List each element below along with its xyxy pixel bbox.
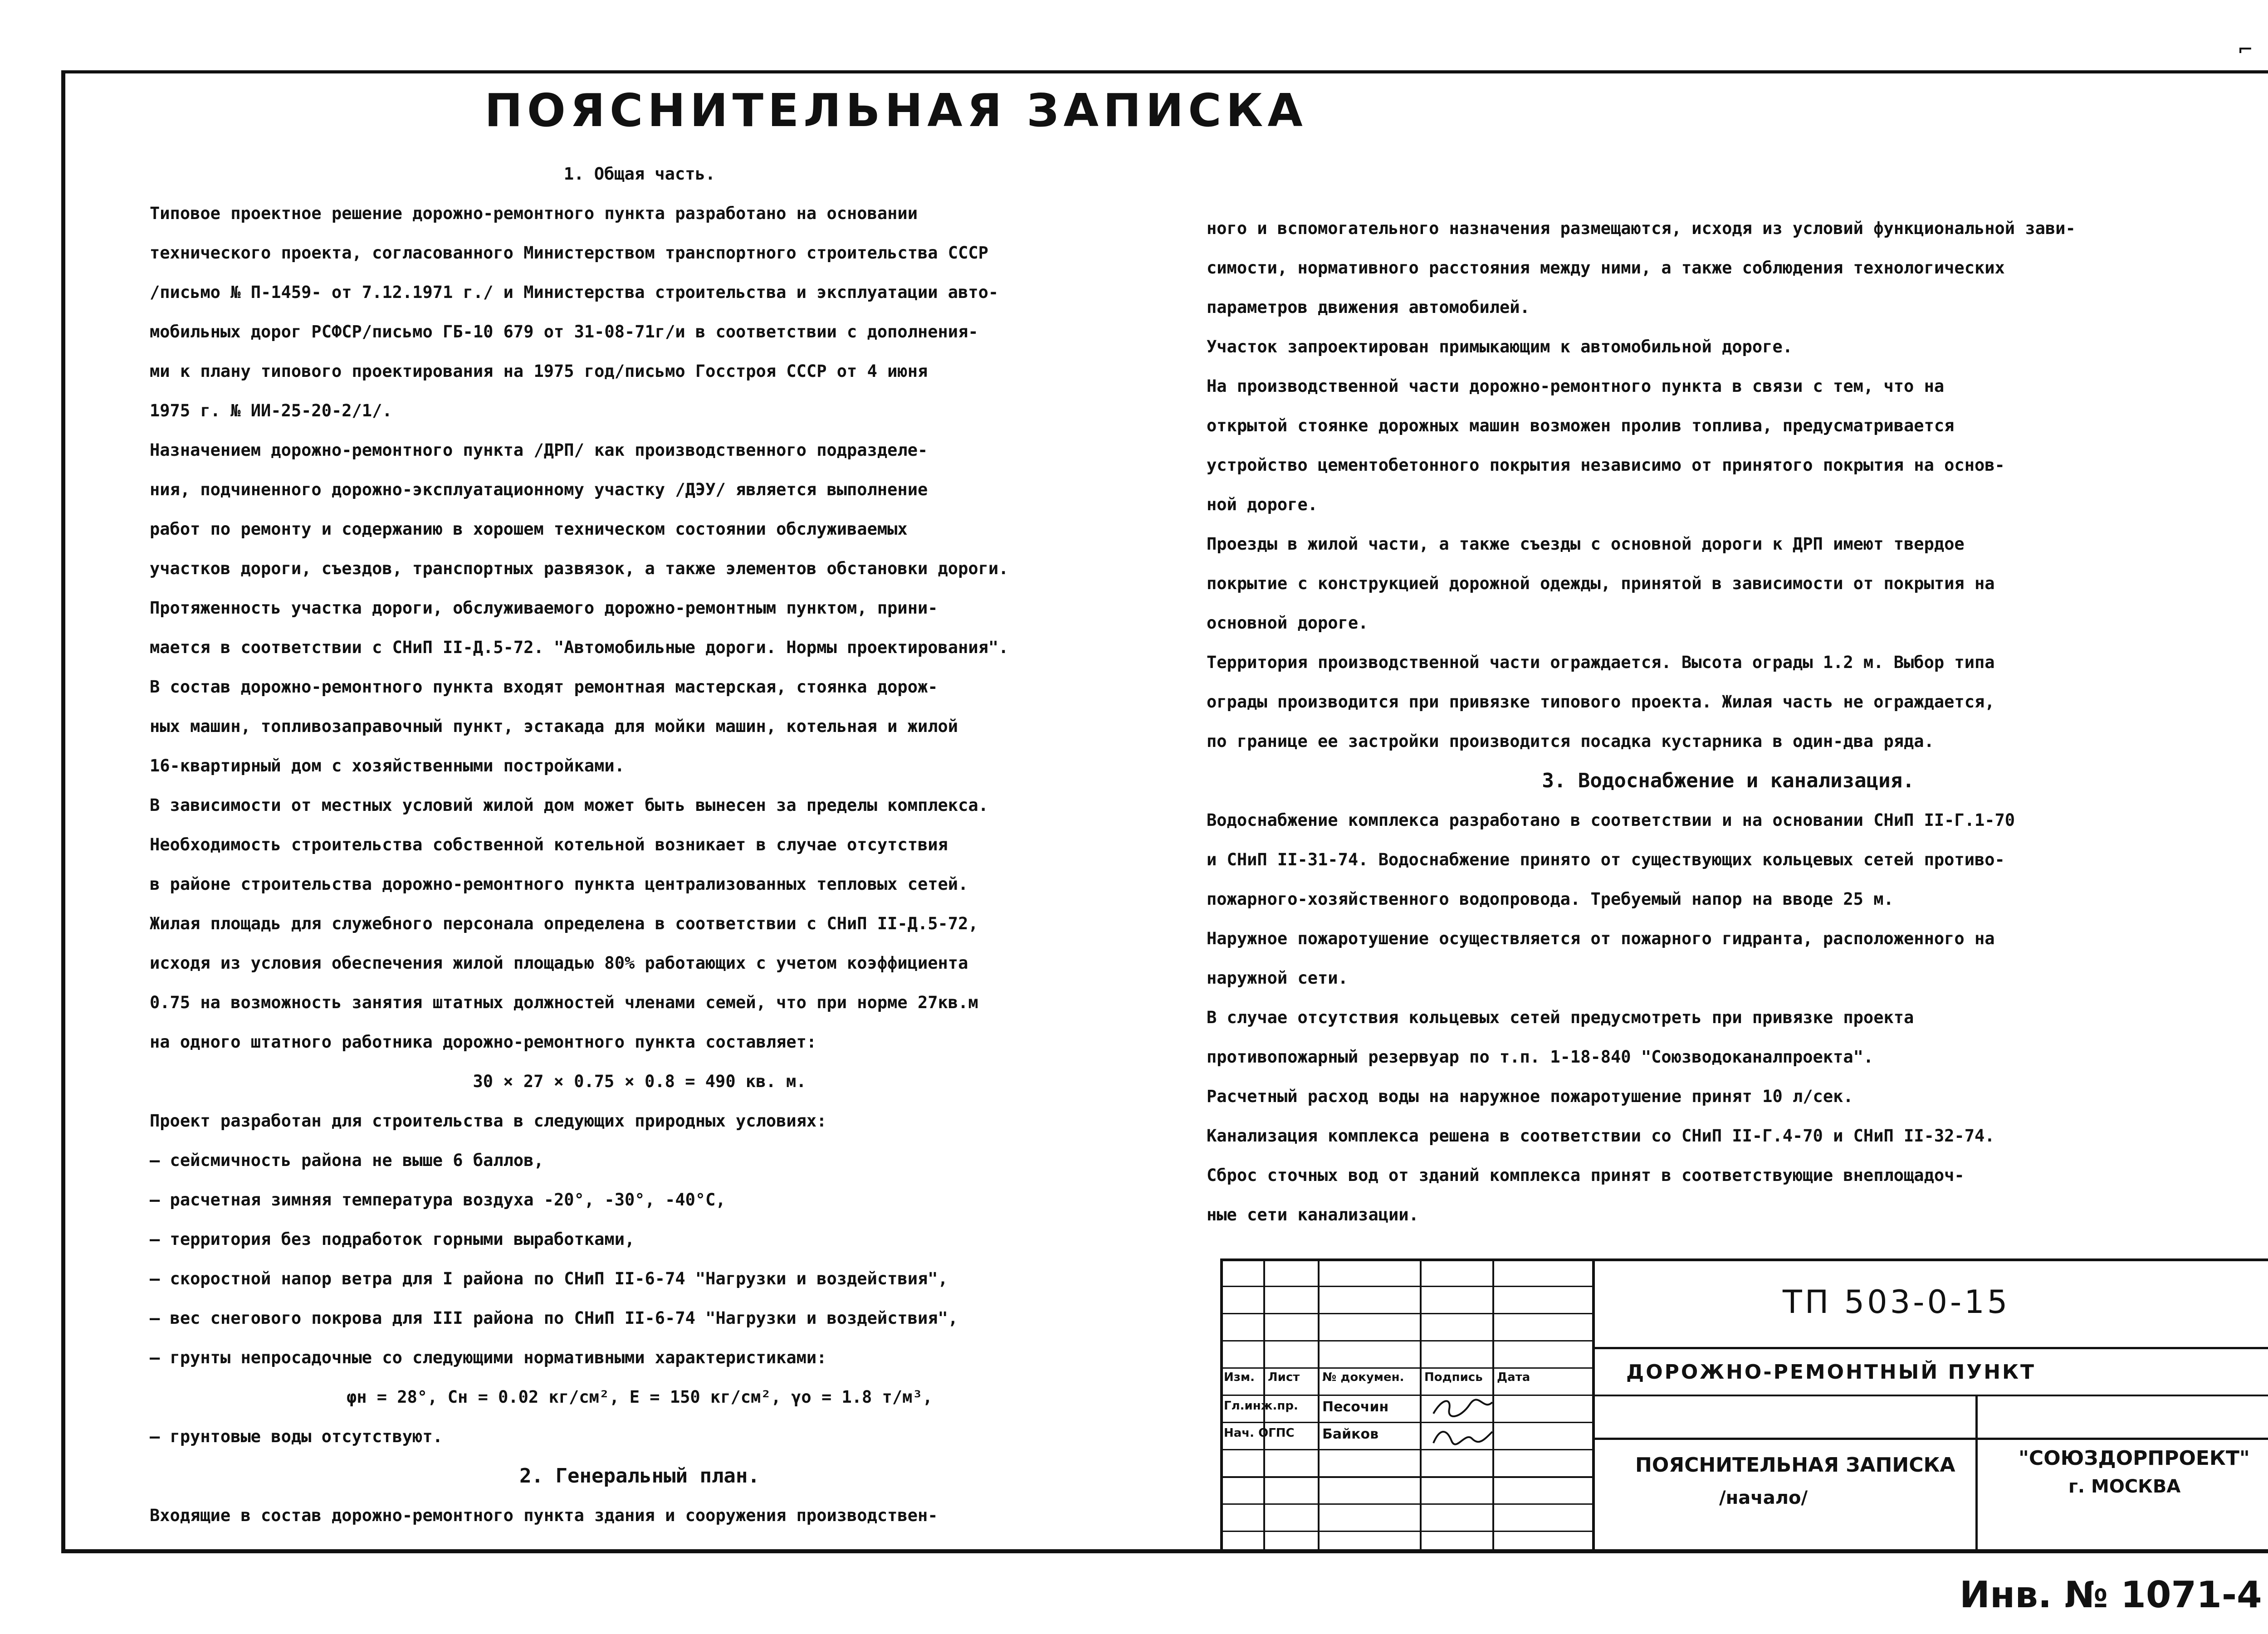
stamp-object: ДОРОЖНО-РЕМОНТНЫЙ ПУНКТ xyxy=(1626,1361,2036,1384)
text-line: Жилая площадь для служебного персонала определена в соответствии с СНиП II-Д.5-72, xyxy=(150,914,978,933)
stamp-header-doc: № докумен. xyxy=(1322,1371,1404,1384)
text-line: ных машин, топливозаправочный пункт, эстакада для мойки машин, котельная и жилой xyxy=(150,717,958,736)
text-line: ной дороге. xyxy=(1207,495,1318,514)
section-heading: 3. Водоснабжение и канализация. xyxy=(1542,769,1915,792)
text-line: ми к плану типового проектирования на 1975 год/письмо Госстроя СССР от 4 июня xyxy=(150,361,928,381)
text-line: — расчетная зимняя температура воздуха -20°, -30°, -40°С, xyxy=(150,1190,726,1210)
stamp-city: г. МОСКВА xyxy=(2068,1476,2181,1497)
text-line: Необходимость строительства собственной котельной возникает в случае отсутствия xyxy=(150,835,948,854)
text-line: — территория без подработок горными выработками, xyxy=(150,1229,635,1249)
inventory-number: Инв. № 1071-4 xyxy=(1960,1574,2262,1616)
text-line: 0.75 на возможность занятия штатных должностей членами семей, что при норме 27кв.м xyxy=(150,993,978,1012)
text-line: Участок запроектирован примыкающим к автомобильной дороге. xyxy=(1207,337,1793,356)
text-line: технического проекта, согласованного Министерством транспортного строительства СССР xyxy=(150,243,988,263)
text-line: ные сети канализации. xyxy=(1207,1205,1419,1224)
text-line: симости, нормативного расстояния между ними, а также соблюдения технологических xyxy=(1207,258,2005,278)
stamp-name-1: Песочин xyxy=(1322,1399,1389,1415)
stamp-header-sign: Подпись xyxy=(1424,1371,1483,1384)
text-line: покрытие с конструкцией дорожной одежды, принятой в зависимости от покрытия на xyxy=(1207,574,1995,593)
signature-1 xyxy=(1429,1395,1497,1423)
text-line: основной дороге. xyxy=(1207,613,1369,633)
text-line: — грунтовые воды отсутствуют. xyxy=(150,1427,443,1446)
text-line: 16-квартирный дом с хозяйственными постройками. xyxy=(150,756,625,776)
text-line: мается в соответствии с СНиП II-Д.5-72. "Автомобильные дороги. Нормы проектирования". xyxy=(150,638,1009,657)
stamp-doc-part: /начало/ xyxy=(1719,1488,1808,1508)
text-line: по границе ее застройки производится посадка кустарника в один-два ряда. xyxy=(1207,732,1934,751)
stamp-header-izm: Изм. xyxy=(1224,1371,1255,1384)
page-title: ПОЯСНИТЕЛЬНАЯ ЗАПИСКА xyxy=(484,84,1307,137)
text-line: пожарного-хозяйственного водопровода. Требуемый напор на вводе 25 м. xyxy=(1207,889,1894,909)
text-line: — скоростной напор ветра для I района по СНиП II-6-74 "Нагрузки и воздействия", xyxy=(150,1269,948,1288)
text-line: В зависимости от местных условий жилой дом может быть вынесен за пределы комплекса. xyxy=(150,795,988,815)
text-line: 30 × 27 × 0.75 × 0.8 = 490 кв. м. xyxy=(473,1072,807,1091)
text-line: ограды производится при привязке типового проекта. Жилая часть не ограждается, xyxy=(1207,692,1995,712)
corner-mark: ⌐ xyxy=(2239,36,2253,63)
stamp-role-1: Гл.инж.пр. xyxy=(1224,1399,1298,1413)
right-column xyxy=(1207,209,2250,1234)
text-line: /письмо № П-1459- от 7.12.1971 г./ и Министерства строительства и эксплуатации авто- xyxy=(150,283,999,302)
text-line: Наружное пожаротушение осуществляется от пожарного гидранта, расположенного на xyxy=(1207,929,1995,948)
text-line: Сброс сточных вод от зданий комплекса принят в соответствующие внеплощадоч- xyxy=(1207,1166,1965,1185)
text-line: Проект разработан для строительства в следующих природных условиях: xyxy=(150,1111,827,1131)
text-line: параметров движения автомобилей. xyxy=(1207,298,1530,317)
text-line: ния, подчиненного дорожно-эксплуатационному участку /ДЭУ/ является выполнение xyxy=(150,480,928,499)
signature-2 xyxy=(1429,1423,1497,1450)
text-line: и СНиП II-31-74. Водоснабжение принято от существующих кольцевых сетей противо- xyxy=(1207,850,2005,869)
text-line: работ по ремонту и содержанию в хорошем техническом состоянии обслуживаемых xyxy=(150,519,908,539)
text-line: На производственной части дорожно-ремонтного пункта в связи с тем, что на xyxy=(1207,376,1945,396)
stamp-header-date: Дата xyxy=(1497,1371,1530,1384)
text-line: исходя из условия обеспечения жилой площадью 80% работающих с учетом коэффициента xyxy=(150,953,968,973)
stamp-doc-name: ПОЯСНИТЕЛЬНАЯ ЗАПИСКА xyxy=(1635,1454,1955,1477)
text-line: открытой стоянке дорожных машин возможен пролив топлива, предусматривается xyxy=(1207,416,1955,435)
text-line: Протяженность участка дороги, обслуживаемого дорожно-ремонтным пунктом, прини- xyxy=(150,598,938,618)
text-line: Проезды в жилой части, а также съезды с основной дороги к ДРП имеют твердое xyxy=(1207,534,1965,554)
text-line: Назначением дорожно-ремонтного пункта /ДРП/ как производственного подразделе- xyxy=(150,440,928,460)
left-column xyxy=(150,154,1129,1535)
text-line: Канализация комплекса решена в соответствии со СНиП II-Г.4-70 и СНиП II-32-74. xyxy=(1207,1126,1995,1146)
text-line: Водоснабжение комплекса разработано в соответствии и на основании СНиП II-Г.1-70 xyxy=(1207,810,2015,830)
text-line: Типовое проектное решение дорожно-ремонтного пункта разработано на основании xyxy=(150,204,918,223)
stamp-org: "СОЮЗДОРПРОЕКТ" xyxy=(2019,1447,2250,1470)
text-line: мобильных дорог РСФСР/письмо ГБ-10 679 от 31-08-71г/и в соответствии с дополнения- xyxy=(150,322,978,341)
text-line: Расчетный расход воды на наружное пожаротушение принят 10 л/сек. xyxy=(1207,1087,1853,1106)
text-line: устройство цементобетонного покрытия независимо от принятого покрытия на основ- xyxy=(1207,455,2005,475)
title-block xyxy=(1220,1258,2268,1553)
text-line: наружной сети. xyxy=(1207,968,1348,988)
text-line: В случае отсутствия кольцевых сетей предусмотреть при привязке проекта xyxy=(1207,1008,1914,1027)
text-line: Территория производственной части ограждается. Высота ограды 1.2 м. Выбор типа xyxy=(1207,653,1995,672)
text-line: ного и вспомогательного назначения размещаются, исходя из условий функциональной зави- xyxy=(1207,219,2076,238)
text-line: в районе строительства дорожно-ремонтного пункта централизованных тепловых сетей. xyxy=(150,874,968,894)
text-line: — вес снегового покрова для III района по СНиП II-6-74 "Нагрузки и воздействия", xyxy=(150,1308,958,1328)
text-line: В состав дорожно-ремонтного пункта входят ремонтная мастерская, стоянка дорож- xyxy=(150,677,938,697)
text-line: 1975 г. № ИИ-25-20-2/1/. xyxy=(150,401,392,420)
stamp-code: ТП 503-0-15 xyxy=(1783,1283,2010,1321)
text-line: — грунты непросадочные со следующими нормативными характеристиками: xyxy=(150,1348,827,1367)
text-line: участков дороги, съездов, транспортных развязок, а также элементов обстановки дороги. xyxy=(150,559,1009,578)
text-line: 1. Общая часть. xyxy=(563,164,716,184)
text-line: Входящие в состав дорожно-ремонтного пункта здания и сооружения производствен- xyxy=(150,1506,938,1525)
stamp-name-2: Байков xyxy=(1322,1426,1379,1442)
text-line: φн = 28°, Сн = 0.02 кг/см², Е = 150 кг/см², γо = 1.8 т/м³, xyxy=(346,1387,933,1407)
text-line: — сейсмичность района не выше 6 баллов, xyxy=(150,1151,544,1170)
stamp-role-2: Нач. ОГПС xyxy=(1224,1426,1295,1440)
section-heading: 2. Генеральный план. xyxy=(519,1464,760,1488)
text-line: на одного штатного работника дорожно-ремонтного пункта составляет: xyxy=(150,1032,817,1052)
text-line: противопожарный резервуар по т.п. 1-18-840 "Союзводоканалпроекта". xyxy=(1207,1047,1874,1067)
stamp-header-list: Лист xyxy=(1268,1371,1300,1384)
